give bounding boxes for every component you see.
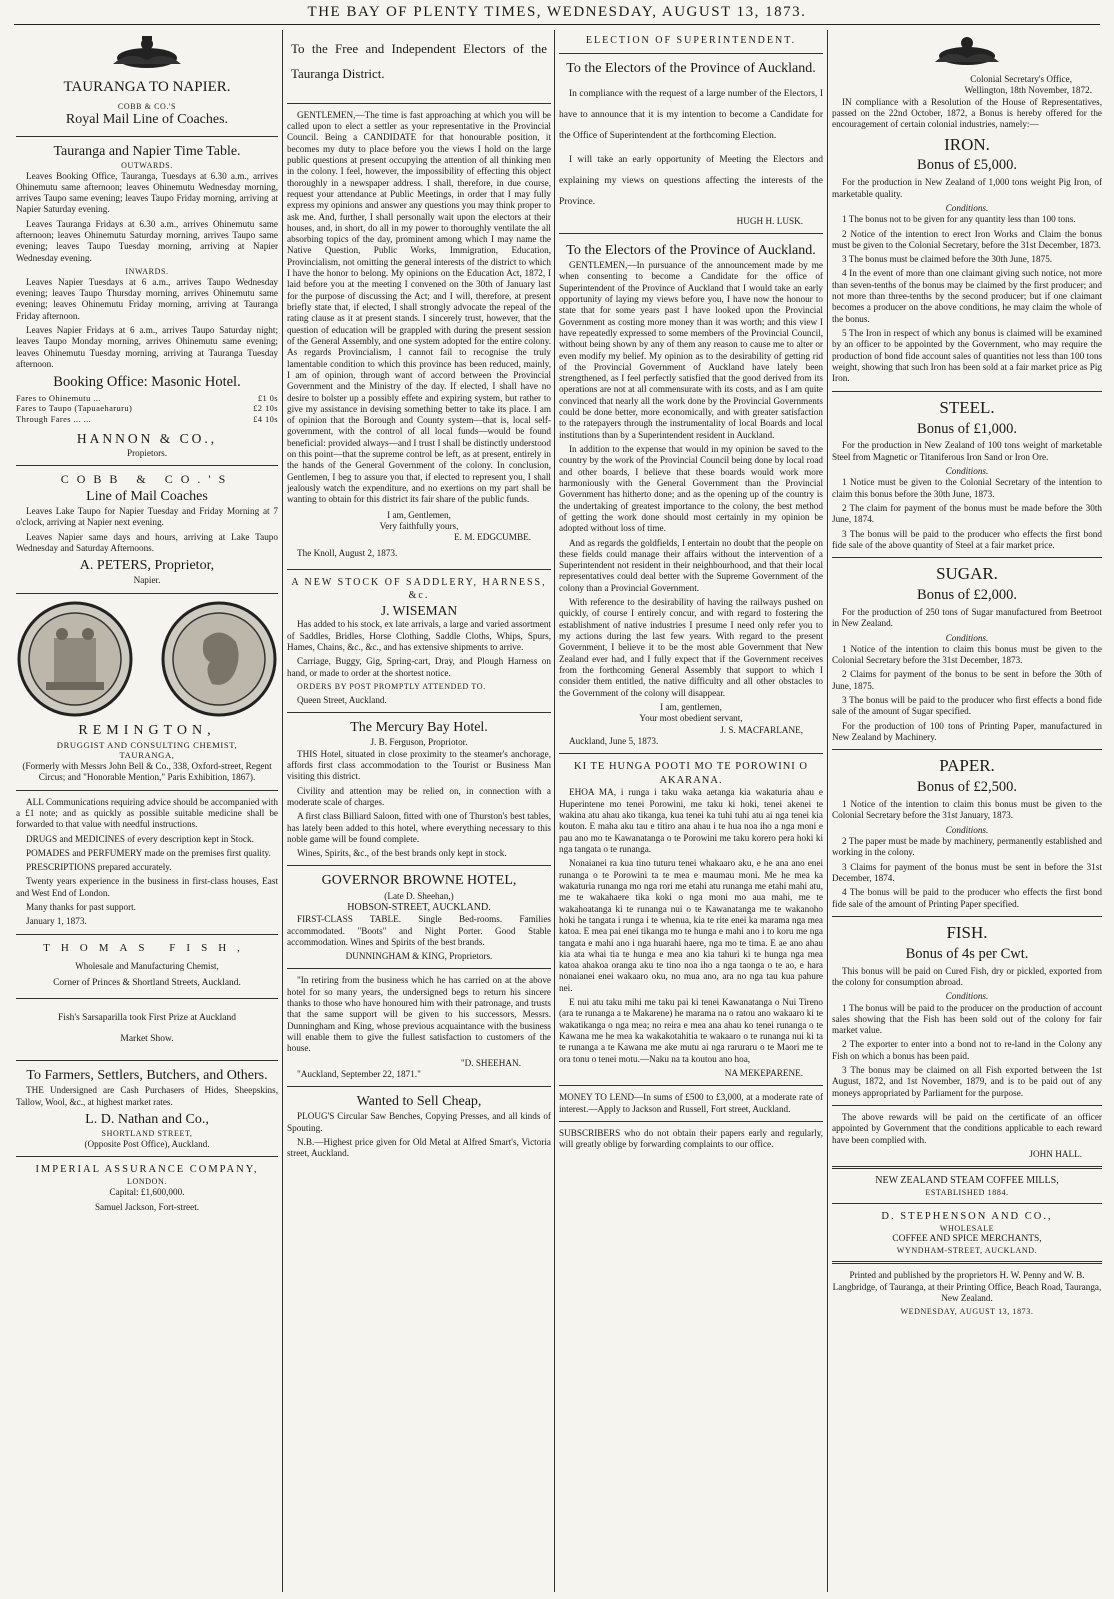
outwards-paragraph: Leaves Booking Office, Tauranga, Tuesdays at 6.30 a.m., arrives Ohinemutu same afternoon; leaves Ohinemutu Wednesday morning, arrives Taupo same evening; leaves Taupo Friday morning, arriving at Napier Saturday evening. [16, 170, 278, 215]
fish-bonus: Bonus of 4s per Cwt. [905, 945, 1029, 962]
iron-condition: 3 The bonus must be claimed before the 30th June, 1875. [842, 254, 1053, 265]
hobson-street: HOBSON-STREET, AUCKLAND. [347, 901, 491, 913]
fish-condition: 2 The exporter to enter into a bond not to re-land in the Colony any Fish on which a bonus has been paid. [832, 1039, 1102, 1061]
steel-condition: 2 The claim for payment of the bonus must be made before the 30th June, 1874. [832, 502, 1102, 525]
macfarlane-date: Auckland, June 5, 1873. [569, 735, 659, 746]
drugs-paragraph: DRUGS and MEDICINES of every description kept in Stock. [26, 833, 254, 844]
masthead: THE BAY OF PLENTY TIMES, WEDNESDAY, AUGUST 13, 1873. [307, 4, 807, 20]
maori-heading: KI TE HUNGA POOTI MO TE POROWINI O AKARANA. [574, 761, 808, 786]
signoff-line: Your most obedient servant, [639, 713, 743, 724]
rewards-paragraph: The above rewards will be paid on the certificate of an officer appointed by Government that the conditions applicable to each reward have been complied with. [832, 1112, 1102, 1145]
address-title: To the Free and Independent Electors of the Tauranga District. [291, 41, 547, 82]
fish-heading: FISH. [946, 922, 988, 942]
imprint-date: WEDNESDAY, AUGUST 13, 1873. [900, 1307, 1034, 1317]
nathan-heading: L. D. Nathan and Co., [85, 1111, 209, 1127]
steel-condition: 3 The bonus will be paid to the producer who effects the first bond fide sale of the above quantity of Steel at a fair market price. [832, 528, 1102, 550]
paper-bonus: Bonus of £2,500. [917, 779, 1017, 796]
hotel-paragraph: Civility and attention may be relied on, in connection with a moderate scale of charges. [287, 785, 551, 807]
napier-label: Napier. [133, 575, 161, 586]
inwards-label: INWARDS. [125, 267, 169, 277]
retiring-paragraph: "In retiring from the business which he has carried on at the above hotel for so many years, the undersigned begs to return his sincere thanks to those who have honoured him with their patronage, and trusts that the same support will be given to his successors, Messrs. Dunningham and King, whose previous acquaintance with the business will enable them to give the fullest satisfaction to customers of the house. [287, 975, 551, 1054]
imprint-paragraph: Printed and published by the proprietors H. W. Penny and W. B. Langbridge, of Tauranga, at their Printing Office, Beach Road, Tauranga, New Zealand. [832, 1270, 1102, 1304]
coffee-merchants-line: COFFEE AND SPICE MERCHANTS, [892, 1233, 1042, 1244]
iron-condition: 2 Notice of the intention to erect Iron Works and Claim the bonus must be given to the Colonial Secretary, before the 31st December, 1873. [832, 228, 1102, 250]
fish-condition: 3 The bonus may be claimed on all Fish exported between the 1st August, 1872, and 1st November, 1879, and is to be paid out of any moneys appropriated by Parliament for the purpose. [832, 1065, 1102, 1098]
inwards-paragraph: Leaves Napier Fridays at 6 a.m., arrives Taupo Saturday night; leaves Taupo Monday morning, arrives Ohinemutu same evening; leaves Ohinemutu Tuesday morning, arriving at Tauranga Tuesday afternoon. [16, 325, 278, 370]
wellington-date: Wellington, 18th November, 1872. [964, 85, 1092, 96]
steel-heading: STEEL. [939, 397, 995, 417]
macfarlane-paragraph: GENTLEMEN,—In pursuance of the announcement made by me when consenting to become a Candidate for the office of Superintendent of the Province of Auckland that I would take an early opportunity of laying my views before you, I have now the honour to state that for some years past I have looked upon the Provincial Government as costing more money than it was worth; and this view I have repeatedly expressed to some members of the Provincial Council, without being shown by any of them any reason to cause me to alter or even modify my belief. My opinion as to the desirability of getting rid of the Provincial Government of Auckland have lately been strengthened, as I feel perfectly satisfied that the good derived from its operations are not at all commensurate with its costs, and as I am quite convinced that nearly all the work done by the Provincial Governments could be done better, more economically, and with greater satisfaction to the ratepayers through the instrumentality of local Boards and local institutions than by a Superintendent resident in Auckland. [559, 260, 823, 440]
capital-label: Capital: £1,600,000. [109, 1186, 185, 1197]
paper-condition: 3 Claims for payment of the bonus must be sent in before the 31st December, 1874. [832, 861, 1102, 883]
fish-condition: 1 The bonus will be paid to the producer on the production of account sales showing that the Fish has been sold out of the colony for fair market value. [832, 1002, 1102, 1036]
election-heading: ELECTION OF SUPERINTENDENT. [585, 35, 797, 46]
ploug-paragraph: PLOUG'S Circular Saw Benches, Copying Presses, and all kinds of Spouting. [287, 1111, 551, 1133]
column-3 [559, 30, 823, 1590]
remington-heading: REMINGTON, [78, 722, 216, 738]
established-label: ESTABLISHED 1884. [925, 1187, 1009, 1197]
cobb-line: COBB & CO.'S [117, 101, 177, 111]
iron-condition: 1 The bonus not to be given for any quantity less than 100 tons. [842, 214, 1076, 225]
royal-crest-icon [932, 34, 1002, 70]
queen-street: Queen Street, Auckland. [297, 694, 387, 705]
formerly-paragraph: (Formerly with Messrs John Bell & Co., 338, Oxford-street, Regent Circus; and "Honorable Mention," Paris Exhibition, 1867). [22, 760, 272, 783]
conditions-label: Conditions. [945, 465, 989, 476]
royal-mail-heading: Royal Mail Line of Coaches. [65, 112, 229, 128]
lusk-paragraph: I will take an early opportunity of Meeting the Electors and explaining my views on questions affecting the interests of the Province. [559, 154, 823, 207]
iron-condition: 4 In the event of more than one claimant giving such notice, not more than seven-tenths of the bonus may be claimed by the first producer; and not more than three-tenths by the second producer; but if one claimant becomes a producer on the above conditions, he may claim the whole of the bonus. [832, 268, 1102, 324]
fare-row [16, 393, 278, 403]
column-divider [282, 30, 283, 1592]
imperial-heading: IMPERIAL ASSURANCE COMPANY, [35, 1164, 259, 1176]
signoff-line: Very faithfully yours, [379, 520, 459, 531]
steel-description: For the production in New Zealand of 100 tons weight of marketable Steel from Magnetic or Titaniferous Iron Sand or Iron Ore. [832, 440, 1102, 462]
john-hall-signature: JOHN HALL. [1029, 1148, 1082, 1159]
outwards-paragraph: Leaves Tauranga Fridays at 6.30 a.m., arrives Ohinemutu same afternoon; leaves Ohinemutu Saturday morning, arrives Taupo same evening; leaves Taupo Tuesday morning, arriving at Napier Wednesday evening. [16, 218, 278, 263]
masthead-rule [14, 24, 1100, 25]
hotel-paragraph: Wines, Spirits, &c., of the best brands only kept in stock. [297, 848, 507, 859]
orders-line: ORDERS BY POST PROMPTLY ATTENDED TO. [297, 681, 486, 691]
london-label: LONDON. [127, 1176, 167, 1186]
date-paragraph: January 1, 1873. [26, 916, 87, 927]
printing-paper-paragraph: For the production of 100 tons of Printing Paper, manufactured in New Zealand by Machinery. [832, 720, 1102, 743]
signoff-line: I am, Gentlemen, [387, 509, 451, 520]
subscribers-notice: SUBSCRIBERS who do not obtain their papers early and regularly, will greatly oblige by forwarding complaints to our office. [559, 1127, 823, 1150]
communications-paragraph: ALL Communications requiring advice should be accompanied with a £1 note; and as quickly as possible suitable medicine shall be forwarded to that value with needful instructions. [16, 796, 278, 830]
fare-value: £4 10s [253, 413, 278, 424]
dunningham-line: DUNNINGHAM & KING, Proprietors. [345, 951, 493, 962]
shortland-label: SHORTLAND STREET, [101, 1129, 193, 1139]
thomas-fish-heading: THOMAS FISH, [43, 941, 251, 954]
stephenson-heading: D. STEPHENSON AND CO., [881, 1211, 1053, 1223]
paper-condition: 1 Notice of the intention to claim this bonus must be given to the Colonial Secretary before the 31st January, 1873. [832, 799, 1102, 821]
sugar-description: For the production of 250 tons of Sugar manufactured from Beetroot in New Zealand. [832, 606, 1102, 629]
conditions-label: Conditions. [945, 824, 989, 835]
maori-signature: NA MEKEPARENE. [724, 1067, 803, 1078]
mail-line-heading: Line of Mail Coaches [86, 488, 208, 504]
conditions-label: Conditions. [945, 991, 989, 1002]
prescriptions-paragraph: PRESCRIPTIONS prepared accurately. [26, 862, 172, 873]
wiseman-heading: J. WISEMAN [380, 602, 458, 618]
mercury-heading: The Mercury Bay Hotel. [350, 720, 488, 736]
money-to-lend: MONEY TO LEND—In sums of £500 to £3,000, at a moderate rate of interest.—Apply to Jackson and Russell, Fort street, Auckland. [559, 1092, 823, 1114]
medal-icon [160, 600, 278, 718]
pomades-paragraph: POMADES and PERFUMERY made on the premises first quality. [26, 847, 271, 858]
druggist-heading: DRUGGIST AND CONSULTING CHEMIST, [56, 739, 238, 750]
column-4 [832, 30, 1102, 1590]
maori-paragraph: E nui atu taku mihi me taku pai ki tenei Kawanatanga o Nui Tireno (ara te runanga a te Makarene) he marama na o ratou ano wakaaro ki te wakatikanga o nga mea; no reira e mea ana ahau ko tenei runanga o te Kawana me he mea ka wakakotahitia te wakaaro o te runanga nui ki ta te runanga a te Kawana me ake mutu ai nga raruraru o te Maori me te ora tonu o tenei motu.—Naku na ta koutou ano hoa, [559, 997, 823, 1064]
cobb-heading: COBB & CO.'S [60, 472, 234, 487]
iron-condition: 5 The Iron in respect of which any bonus is claimed will be examined by an officer to be appointed by the Government, who may require the production of bond fide account sales of quantities not less than 100 tons weight, showing that such Iron has been sold at a fair market price as Pig Iron. [832, 328, 1102, 384]
lusk-paragraph: In compliance with the request of a large number of the Electors, I have to announce that it is my intention to become a Candidate for the Office of Superintendent at the forthcoming Election. [559, 89, 823, 141]
knoll-date: The Knoll, August 2, 1873. [297, 547, 398, 558]
edgcumbe-signature: E. M. EDGCUMBE. [454, 532, 531, 543]
fare-label: Through Fares ... ... [16, 413, 92, 424]
proprietors-label: Propietors. [126, 447, 168, 458]
mail-paragraph: Leaves Napier same days and hours, arriving at Lake Taupo Wednesday and Saturday Afternoons. [16, 531, 278, 553]
macfarlane-paragraph: In addition to the expense that would in my opinion be saved to the country by the work of the Provincial Council being done by local road and other boards, I believe that these boards would work more harmoniously with the General Government than the Provincial Government has hitherto done; and as the opening up of the country is the undertaking of greatest importance to the colony, the best method of getting the work done should most certainly in my opinion be adopted without loss of time. [559, 444, 823, 534]
fare-row [16, 414, 278, 424]
first-class-paragraph: FIRST-CLASS TABLE. Single Bed-rooms. Families accommodated. "Boots" and Night Porter. Good Stable accommodation. Wines and Spirits of the best brands. [287, 914, 551, 947]
sheehan-signature: "D. SHEEHAN. [460, 1057, 521, 1068]
sugar-bonus: Bonus of £2,000. [917, 587, 1017, 604]
column-divider [827, 30, 828, 1592]
electors-heading: To the Electors of the Province of Auckland. [566, 242, 816, 258]
signoff-line: I am, gentlemen, [660, 701, 722, 712]
tauranga-label: TAURANGA, [119, 750, 175, 761]
farmers-heading: To Farmers, Settlers, Butchers, and Others. [26, 1068, 268, 1084]
booking-office: Booking Office: Masonic Hotel. [53, 374, 241, 391]
maori-paragraph: Nonaianei ra kua tino tuturu tenei whakaaro aku, e he ana ano enei runanga o te Porowini ta te mea e maumau moni. Me he mea ka wakaturia runanga mo nga rori me etahi atu runanga me etahi mahi atu, me te wakahaere tika koki o nga moni mo aua mahi, me te wakahoatanga ki te runanga nui o te Kawanatanga me te wakanoho hoki he tangata i runga i te whenua, kia te rite enei ka marama nga mea katoa. E mea pai enei tikanga mo te hunga e mahi ano i to koru me nga tangata e mahi ano i nga huarahi haere, nga mo te tima. E ae ano ahau kia ata whai tia te hunga e mea ano kia tahuri ki te hunga nga mea katoa ahakoa oranga aku te tino noa iho a nga taonga o te ao, e hara nonaianei enei wakaaro oku, no mua ano, ara no nga tau kua pahure nei. [559, 858, 823, 993]
fare-row [16, 403, 278, 413]
column-divider [554, 30, 555, 1592]
fare-value: £2 10s [253, 403, 278, 414]
outwards-label: OUTWARDS. [121, 160, 173, 170]
edgcumbe-address-body: GENTLEMEN,—The time is fast approaching at which you will be called upon to elect a settler as your representative in the Provincial Council. Being a CANDIDATE for that honourable position, it becomes my duty to place before you the views I hold on the large public questions at present occupying the attention of all thinking men in the colony. I feel, however, the impossibility of effecting this object thoroughly in a newspaper address. I shall, therefore, in due course, request your attendance at Public Meetings, in order that I may fully express my opinions and answer any questions you may think proper to ask me. And, further, I shall personally wait upon the electors at their houses, and, in short, do all in my power to thoroughly ventilate the all absorbing topics of the day, prominent among which I may name the Native Question, Public Works, Immigration, Education, Provincialism, not omitting the general interests of the district to which I have the honor to belong. My opinions on the Education Act, 1872, I laid before you at the meeting I convened on the 30th of January last for the purpose of discussing the Act; and I will, therefore, at present briefly state that, if elected, I shall strongly advocate the repeal of the rating clause as it at present stands. I sincerely trust, however, that the question of education will be grappled with during the present session of the General Assembly, and one system adopted for the entire colony. As regards Provincialism, I cannot fail to recognise the truly lamentable condition to which this province has been reduced, mainly, I am of opinion, through want of accord between the Provincial Government and the Ministry of the day. If elected, I shall have no desire to bolster up a possibly effete and expiring system, but rather to give my assistance in devising something better to take its place. I am of opinion that the Borough and County system—that is, local self-government, with the control of all local funds—would be found beneficial: provided always—and I trust I shall be distinctly understood on this point—that the supreme control be left, as at present, entirely in the hands of the General Government of the colony. In conclusion, Gentlemen, I beg to assure you that, if elected to represent you, I shall jealously watch the expenditure, and no exertions on my part shall be wanting to obtain for this district its fair share of the public funds. [287, 109, 551, 505]
paper-condition: 4 The bonus will be paid to the producer who effects the first bond fide sale of the amount of Printing Paper specified. [832, 887, 1102, 909]
iron-heading: IRON. [944, 134, 990, 154]
macfarlane-paragraph: And as regards the goldfields, I entertain no doubt that the people on these fields could manage their affairs without the intervention of a Superintendent not resident in their neighbourhood, and that their local representatives could deal better with the Supreme Government of the colony than a Provincial Government. [559, 537, 823, 593]
column-1 [16, 30, 278, 1590]
macfarlane-paragraph: With reference to the desirability of having the railways pushed on quickly, of course I entirely concur, and with regard to fostering the establishment of native industries I presume I need only refer you to my actions during the last few years. With regard to the present Government, I believe it to be the most able Government that New Zealand ever had, and I fully expect that if the Government receives from the forthcoming General Assembly that support to which I consider them entitled, the native difficulty and all other obstacles to the Government of the colony will disappear. [559, 597, 823, 698]
column-2 [287, 30, 551, 1590]
samuel-jackson: Samuel Jackson, Fort-street. [94, 1202, 200, 1213]
sugar-condition: 2 Claims for payment of the bonus to be sent in before the 30th of June, 1875. [832, 669, 1102, 691]
maori-paragraph: EHOA MA, i runga i taku waka aetanga kia wakaturia ahau e Huperintene mo tenei Porowini, me taku ki hoki, tenei akenei te wakina atu ahau ako tikanga, kua tenei ka tuhi tuhi atu ai nga tenei kia kouton. E maha aku tau e titiro ana ahau i te hua noa iho a nga moni e pau ano mo te Kawanatanga o te Porowini me taku korero pera hoki ki nga tangata o te runanga. [559, 787, 823, 854]
ferguson-label: J. B. Ferguson, Propriotor. [370, 737, 468, 748]
fish-description: This bonus will be paid on Cured Fish, dry or pickled, exported from the colony for consumption abroad. [832, 965, 1102, 987]
prize-medals [16, 600, 278, 718]
fare-label: Fares to Ohinemutu ... [16, 392, 101, 403]
fare-value: £1 0s [257, 392, 278, 403]
wanted-heading: Wanted to Sell Cheap, [356, 1094, 482, 1110]
hotel-paragraph: THIS Hotel, situated in close proximity to the steamer's anchorage, affords first class accommodation to the Tourist or Business Man visiting this district. [287, 748, 551, 782]
governor-browne-heading: GOVERNOR BROWNE HOTEL, [321, 873, 517, 889]
macfarlane-signature: J. S. MACFARLANE, [720, 724, 803, 735]
hotel-paragraph: A first class Billiard Saloon, fitted with one of Thurston's best tables, has lately been added to this hotel, where everything necessary to this noble game will be found complete. [287, 811, 551, 844]
wiseman-paragraph: Has added to his stock, ex late arrivals, a large and varied assortment of Saddles, Bridles, Horse Clothing, Saddle Cloths, Whips, Spurs, Hames, Chains, &c., &c., and has extensive shipments to arrive. [287, 619, 551, 653]
iron-description: For the production in New Zealand of 1,000 tons weight Pig Iron, of marketable quality. [832, 177, 1102, 199]
late-sheehan: (Late D. Sheehan,) [384, 890, 454, 901]
experience-paragraph: Twenty years experience in the business in first-class houses, East and West End of London. [16, 876, 278, 898]
sugar-condition: 1 Notice of the intention to claim this bonus must be given to the Colonial Secretary before the 31st December, 1873. [832, 643, 1102, 666]
wholesale-label: WHOLESALE [939, 1224, 995, 1234]
wholesale-chemist: Wholesale and Manufacturing Chemist, [75, 961, 219, 972]
mail-paragraph: Leaves Lake Taupo for Napier Tuesday and Friday Morning at 7 o'clock, arriving at Napier next evening. [16, 505, 278, 528]
iron-bonus: Bonus of £5,000. [917, 157, 1017, 174]
hannon-heading: HANNON & CO., [76, 431, 218, 447]
opposite-label: (Opposite Post Office), Auckland. [84, 1138, 210, 1149]
fare-label: Fares to Taupo (Tapuaeharuru) [16, 403, 133, 414]
nb-paragraph: N.B.—Highest price given for Old Metal at Alfred Smart's, Victoria street, Auckland. [287, 1137, 551, 1159]
conditions-label: Conditions. [945, 632, 989, 643]
steel-condition: 1 Notice must be given to the Colonial Secretary of the intention to claim this bonus before the 30th June, 1873. [832, 477, 1102, 499]
steel-bonus: Bonus of £1,000. [917, 420, 1017, 437]
wyndham-street: WYNDHAM-STREET, AUCKLAND. [896, 1245, 1038, 1255]
compliance-paragraph: IN compliance with a Resolution of the House of Representatives, passed on the 22nd October, 1872, a Bonus is hereby offered for the encouragement of certain colonial industries, namely:— [832, 96, 1102, 130]
saddlery-heading: A NEW STOCK OF SADDLERY, HARNESS, &c. [291, 576, 547, 601]
coach-title: TAURANGA TO NAPIER. [63, 79, 231, 95]
paper-condition: 2 The paper must be made by machinery, permanently established and working in the colony. [832, 836, 1102, 858]
sugar-condition: 3 The bonus will be paid to the producer who first effects a bond fide sale of the amount of Sugar specified. [832, 695, 1102, 717]
sarsaparilla-line: Fish's Sarsaparilla took First Prize at Auckland [58, 1012, 236, 1023]
timetable-title: Tauranga and Napier Time Table. [53, 143, 241, 159]
lusk-signature: HUGH H. LUSK. [736, 215, 803, 226]
corner-address: Corner of Princes & Shortland Streets, Auckland. [53, 978, 241, 989]
inwards-paragraph: Leaves Napier Tuesdays at 6 a.m., arrives Taupo Wednesday evening; leaves Taupo Thursday morning, arrives Ohinemutu same evening; leaves Ohinemutu Friday morning, arriving at Tauranga Friday afternoon. [16, 276, 278, 321]
wiseman-paragraph: Carriage, Buggy, Gig, Spring-cart, Dray, and Plough Harness on hand, or made to order at the shortest notice. [287, 656, 551, 678]
coffee-mills-heading: NEW ZEALAND STEAM COFFEE MILLS, [875, 1175, 1059, 1187]
thanks-paragraph: Many thanks for past support. [26, 902, 136, 913]
undersigned-paragraph: THE Undersigned are Cash Purchasers of Hides, Sheepskins, Tallow, Wool, &c., at highest market rates. [16, 1085, 278, 1107]
sugar-heading: SUGAR. [936, 564, 998, 584]
conditions-label: Conditions. [945, 202, 989, 213]
royal-crest-icon [109, 34, 185, 74]
paper-heading: PAPER. [939, 756, 995, 776]
medal-icon [16, 600, 134, 718]
electors-heading: To the Electors of the Province of Auckland. [566, 61, 816, 76]
peters-heading: A. PETERS, Proprietor, [79, 558, 215, 574]
colonial-office: Colonial Secretary's Office, [970, 74, 1072, 84]
market-show-line: Market Show. [120, 1034, 174, 1045]
sheehan-date: "Auckland, September 22, 1871." [297, 1068, 421, 1079]
